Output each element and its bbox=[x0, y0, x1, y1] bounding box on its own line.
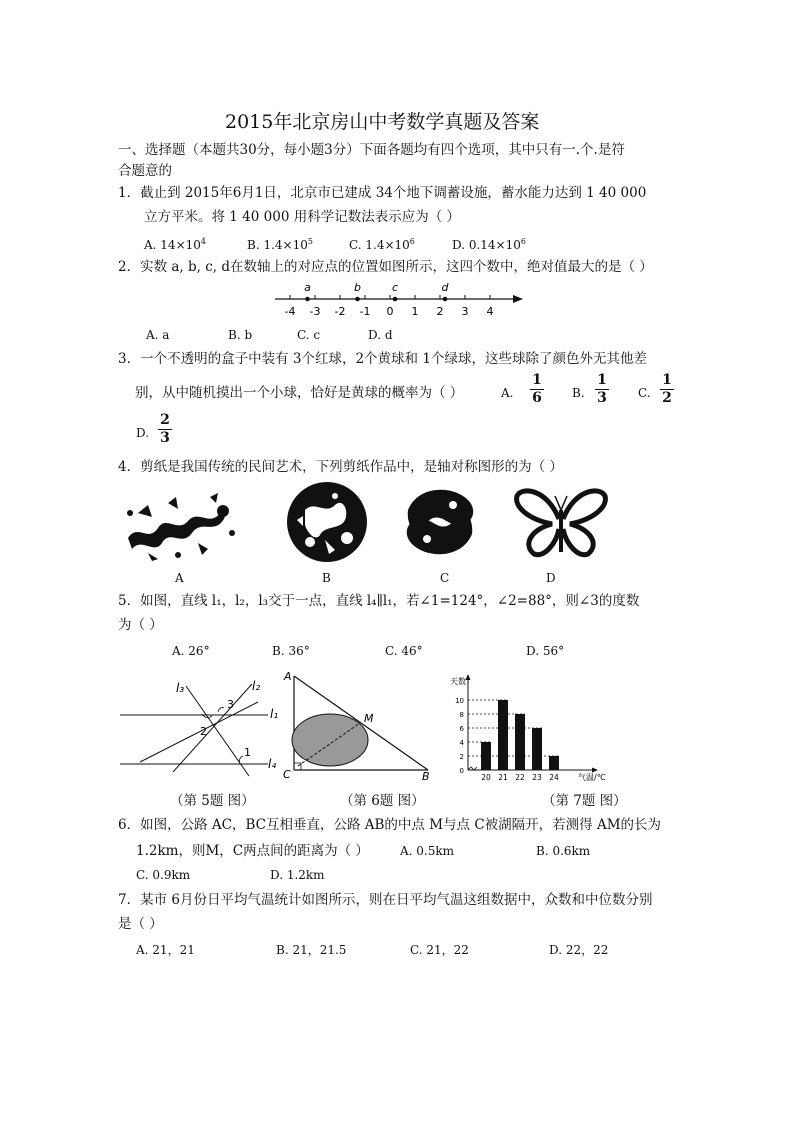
chart-bar-22 bbox=[515, 714, 525, 770]
papercut-butterfly-image bbox=[512, 484, 610, 560]
section-intro-line1: 一、选择题（本题共30分，每小题3分）下面各题均有四个选项，其中只有一.个.是符 bbox=[118, 142, 625, 158]
chart-y-label: 天数 bbox=[450, 677, 466, 686]
q5-option-d: D. 56° bbox=[526, 644, 565, 658]
number-line-point-d bbox=[443, 297, 448, 302]
q5-lines-figure bbox=[118, 672, 290, 780]
chart-y-tick-label: 8 bbox=[459, 711, 464, 719]
number-line-tick-label: -4 bbox=[284, 305, 296, 318]
q1-stem-line2: 立方平米。将 1 40 000 用科学记数法表示应为（ ） bbox=[144, 209, 460, 225]
number-line-point-c bbox=[393, 297, 398, 302]
q3-option-d-label: D. bbox=[136, 426, 150, 440]
q2-option-b: B. b bbox=[228, 328, 253, 342]
q6-option-c: C. 0.9km bbox=[136, 868, 191, 882]
q5-figure-caption: （第 5题 图） bbox=[170, 793, 255, 809]
q5-option-a: A. 26° bbox=[172, 644, 210, 658]
chart-y-tick-label: 2 bbox=[459, 753, 464, 761]
q6-triangle-figure bbox=[280, 670, 440, 782]
q2-option-c: C. c bbox=[297, 328, 321, 342]
q6-figure-caption: （第 6题 图） bbox=[340, 793, 425, 809]
chart-x-arrow bbox=[592, 768, 598, 773]
chart-x-tick-label: 24 bbox=[549, 773, 559, 782]
chart-x-label: 气温/℃ bbox=[578, 773, 606, 782]
q6-option-a: A. 0.5km bbox=[400, 844, 455, 858]
q7-option-b: B. 21，21.5 bbox=[276, 943, 347, 957]
number-line-tick-label: -2 bbox=[334, 305, 346, 318]
number-line-point-label: d bbox=[441, 281, 449, 294]
q3-option-a-fraction: 1 6 bbox=[530, 373, 544, 406]
label-l3: l₃ bbox=[176, 681, 185, 695]
chart-bar-24 bbox=[549, 756, 559, 770]
q1-option-c: C. $1.4\times 10^6$ bbox=[349, 237, 415, 252]
chart-x-tick-label: 23 bbox=[532, 773, 542, 782]
angle-2-label: 2 bbox=[200, 725, 207, 738]
number-line-tick-label: -3 bbox=[309, 305, 321, 318]
q3-option-c-label: C. bbox=[638, 386, 651, 400]
chart-x-tick-label: 22 bbox=[515, 773, 525, 782]
q6-option-d: D. 1.2km bbox=[270, 868, 325, 882]
number-line-tick-label: 3 bbox=[461, 305, 469, 318]
number-line-point-b bbox=[355, 297, 360, 302]
number-line-figure bbox=[270, 280, 530, 322]
number-line-point-label: b bbox=[354, 281, 361, 294]
q4-stem: 4．剪纸是我国传统的民间艺术，下列剪纸作品中，是轴对称图形的为（ ） bbox=[118, 459, 563, 475]
q1-option-b: B. $1.4\times 10^5$ bbox=[247, 237, 313, 252]
q4-label-c: C bbox=[440, 571, 450, 585]
label-l4: l₄ bbox=[268, 757, 277, 771]
number-line-tick-label: 2 bbox=[436, 305, 444, 318]
q5-stem-line1: 5．如图，直线 l₁，l₂，l₃交于一点，直线 l₄∥l₁，若∠1=124°，∠2=88°，则∠3的度数 bbox=[118, 593, 640, 609]
q1-option-a: A. $14\times 10^4$ bbox=[144, 237, 206, 252]
chart-y-tick-label: 10 bbox=[455, 697, 464, 705]
point-m-label: M bbox=[364, 712, 374, 725]
chart-y-arrow bbox=[466, 674, 471, 680]
q7-option-d: D. 22，22 bbox=[549, 943, 609, 957]
q3-option-b-label: B. bbox=[572, 386, 585, 400]
q6-stem-line2: 1.2km，则M，C两点间的距离为（ ） bbox=[136, 843, 369, 859]
vertex-a-label: A bbox=[284, 670, 292, 683]
q1-option-d: D. $0.14\times 10^6$ bbox=[452, 237, 526, 252]
q7-figure-caption: （第 7题 图） bbox=[542, 793, 627, 809]
papercut-dragon-image bbox=[118, 483, 238, 563]
angle-3-label: 3 bbox=[227, 698, 234, 711]
q7-option-a: A. 21，21 bbox=[136, 943, 195, 957]
q3-option-a-label: A. bbox=[501, 386, 514, 400]
q2-option-d: D. d bbox=[368, 328, 393, 342]
q4-label-d: D bbox=[546, 571, 556, 585]
label-l2: l₂ bbox=[252, 679, 261, 693]
chart-bar-21 bbox=[498, 700, 508, 770]
q3-option-d-fraction: 2 3 bbox=[158, 413, 172, 446]
q5-stem-line2: 为（ ） bbox=[118, 617, 163, 633]
number-line-tick-label: 4 bbox=[486, 305, 494, 318]
chart-y-tick-label: 0 bbox=[459, 767, 464, 775]
q2-stem: 2．实数 a, b, c, d在数轴上的对应点的位置如图所示，这四个数中，绝对值最大的是（ ） bbox=[118, 259, 653, 275]
q7-temperature-bar-chart bbox=[448, 672, 608, 784]
number-line-tick-label: 1 bbox=[411, 305, 419, 318]
section-intro-line2: 合题意的 bbox=[118, 163, 172, 179]
vertex-c-label: C bbox=[283, 768, 291, 781]
angle-1-label: 1 bbox=[244, 746, 251, 759]
q5-option-c: C. 46° bbox=[385, 644, 423, 658]
chart-y-tick-label: 4 bbox=[459, 739, 464, 747]
q4-label-b: B bbox=[322, 571, 331, 585]
q7-option-c: C. 21，22 bbox=[410, 943, 469, 957]
q4-label-a: A bbox=[175, 571, 184, 585]
chart-x-tick-label: 20 bbox=[481, 773, 491, 782]
chart-y-tick-label: 6 bbox=[459, 725, 464, 733]
page-title: 2015年北京房山中考数学真题及答案 bbox=[225, 111, 540, 133]
chart-bar-23 bbox=[532, 728, 542, 770]
number-line-point-label: c bbox=[391, 281, 399, 294]
q7-stem-line1: 7．某市 6月份日平均气温统计如图所示，则在日平均气温这组数据中，众数和中位数分别 bbox=[118, 892, 653, 908]
vertex-b-label: B bbox=[422, 770, 430, 782]
number-line-tick-label: 0 bbox=[386, 305, 394, 318]
papercut-round-image bbox=[285, 480, 369, 564]
q5-option-b: B. 36° bbox=[272, 644, 310, 658]
q7-stem-line2: 是（ ） bbox=[118, 916, 163, 932]
q6-option-b: B. 0.6km bbox=[536, 844, 591, 858]
number-line-tick-label: -1 bbox=[359, 305, 371, 318]
q3-option-c-fraction: 1 2 bbox=[660, 373, 674, 406]
number-line-point-label: a bbox=[304, 281, 311, 294]
q6-stem-line1: 6．如图，公路 AC，BC互相垂直，公路 AB的中点 M与点 C被湖隔开，若测得 AM的长为 bbox=[118, 817, 662, 833]
q3-option-b-fraction: 1 3 bbox=[595, 373, 609, 406]
q3-stem-line1: 3．一个不透明的盒子中装有 3个红球，2个黄球和 1个绿球，这些球除了颜色外无其他差 bbox=[118, 351, 647, 367]
q3-stem-line2: 别，从中随机摸出一个小球，恰好是黄球的概率为（ ） bbox=[135, 385, 464, 401]
q2-option-a: A. a bbox=[146, 328, 170, 342]
number-line-point-a bbox=[305, 297, 310, 302]
q1-stem-line1: 1．截止到 2015年6月1日，北京市已建成 34个地下调蓄设施，蓄水能力达到 1 40 000 bbox=[118, 185, 647, 201]
chart-x-tick-label: 21 bbox=[498, 773, 508, 782]
papercut-fish-image bbox=[398, 480, 482, 564]
label-l1: l₁ bbox=[270, 707, 279, 721]
